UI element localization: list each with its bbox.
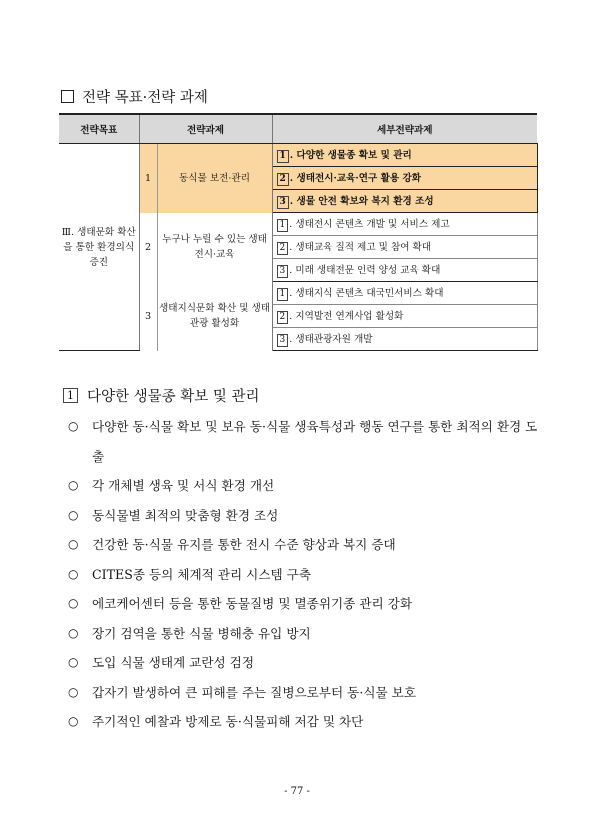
list-item-text: 다양한 동·식물 확보 및 보유 동·식물 생육특성과 행동 연구를 통한 최적의 환경 도출 bbox=[92, 419, 538, 464]
list-item bbox=[68, 560, 548, 590]
detail-title: 다양한 생물종 확보 및 관리 bbox=[87, 389, 260, 405]
list-item-text: 장기 검역을 통한 식물 병해충 유입 방지 bbox=[92, 625, 311, 641]
subtask-number-box: 2 bbox=[277, 311, 289, 324]
circle-bullet-icon: ○ bbox=[68, 625, 79, 640]
subtask-number-box: 2 bbox=[277, 173, 289, 186]
circle-bullet-icon: ○ bbox=[68, 478, 79, 492]
circle-bullet-icon: ○ bbox=[68, 507, 79, 522]
list-item-text: 건강한 동·식물 유지를 통한 전시 수준 향상과 복지 증대 bbox=[92, 537, 396, 552]
table-row bbox=[59, 144, 537, 167]
section-title-text: 전략 목표·전략 과제 bbox=[82, 90, 208, 106]
subtask-text: . 지역발전 연계사업 활성화 bbox=[289, 311, 404, 322]
task-name: 누구나 누릴 수 있는 생태전시·교육 bbox=[157, 213, 272, 282]
task-number: 3 bbox=[139, 282, 157, 351]
list-item bbox=[68, 678, 548, 708]
subtask-cell bbox=[272, 282, 537, 305]
subtask-number-box: 3 bbox=[277, 265, 289, 278]
subtask-cell bbox=[272, 305, 537, 328]
detail-item-list bbox=[68, 412, 548, 737]
list-item-text: 동식물별 최적의 맞춤형 환경 조성 bbox=[92, 507, 279, 523]
list-item bbox=[68, 501, 548, 531]
subtask-number-box: 2 bbox=[277, 242, 289, 255]
subtask-text: . 생물 안전 확보와 복지 환경 조성 bbox=[289, 196, 434, 207]
strategy-goal: Ⅲ. 생태문화 확산을 통한 환경의식 증진 bbox=[59, 144, 139, 351]
section-title bbox=[61, 86, 208, 107]
list-item-text: 갑자기 발생하여 큰 피해를 주는 질병으로부터 동·식물 보호 bbox=[92, 684, 416, 700]
list-item-text: 각 개체별 생육 및 서식 환경 개선 bbox=[92, 478, 275, 493]
circle-bullet-icon: ○ bbox=[68, 419, 79, 433]
circle-bullet-icon: ○ bbox=[68, 566, 79, 581]
circle-bullet-icon: ○ bbox=[68, 537, 79, 551]
checkbox-square-icon bbox=[61, 90, 74, 103]
list-item bbox=[68, 412, 548, 471]
subtask-cell bbox=[272, 144, 537, 167]
subtask-number-box: 1 bbox=[277, 219, 289, 232]
task-name: 생태지식문화 확산 및 생태관광 활성화 bbox=[157, 282, 272, 351]
subtask-number-box: 3 bbox=[277, 334, 289, 347]
subtask-number-box: 3 bbox=[277, 196, 289, 209]
list-item bbox=[68, 707, 548, 737]
header-task: 전략과제 bbox=[139, 114, 272, 144]
list-item bbox=[68, 471, 548, 501]
header-goal: 전략목표 bbox=[59, 114, 139, 144]
subtask-text: . 생태전시·교육·연구 활용 강화 bbox=[289, 173, 422, 184]
subtask-number-box: 1 bbox=[277, 150, 289, 163]
circle-bullet-icon: ○ bbox=[68, 714, 79, 728]
subtask-text: . 생태전시 콘텐츠 개발 및 서비스 제고 bbox=[289, 219, 450, 230]
detail-heading bbox=[63, 385, 260, 406]
list-item bbox=[68, 589, 548, 619]
subtask-text: . 미래 생태전문 인력 양성 교육 확대 bbox=[289, 265, 441, 276]
subtask-cell bbox=[272, 167, 537, 190]
subtask-cell bbox=[272, 190, 537, 213]
list-item-text: CITES종 등의 체계적 관리 시스템 구축 bbox=[92, 566, 311, 582]
subtask-text: . 생태지식 콘텐츠 대국민서비스 확대 bbox=[289, 288, 444, 299]
list-item-text: 주기적인 예찰과 방제로 동·식물피해 저감 및 차단 bbox=[92, 714, 364, 729]
list-item bbox=[68, 530, 548, 560]
task-number: 2 bbox=[139, 213, 157, 282]
list-item bbox=[68, 619, 548, 649]
strategy-table bbox=[59, 113, 538, 351]
subtask-text: . 생태관광자원 개발 bbox=[289, 334, 373, 345]
page-number: - 77 - bbox=[284, 786, 310, 797]
subtask-text: . 생태교육 질적 제고 및 참여 확대 bbox=[289, 242, 432, 253]
subtask-cell bbox=[272, 236, 537, 259]
subtask-cell bbox=[272, 328, 537, 351]
task-name: 동식물 보전·관리 bbox=[157, 144, 272, 213]
circle-bullet-icon: ○ bbox=[68, 684, 79, 699]
circle-bullet-icon: ○ bbox=[68, 655, 79, 669]
header-subtask: 세부전략과제 bbox=[272, 114, 537, 144]
detail-number-box: 1 bbox=[63, 388, 78, 403]
subtask-text: . 다양한 생물종 확보 및 관리 bbox=[289, 150, 412, 161]
list-item bbox=[68, 648, 548, 678]
subtask-cell bbox=[272, 213, 537, 236]
circle-bullet-icon: ○ bbox=[68, 596, 79, 610]
table-header-row bbox=[59, 114, 537, 144]
task-number: 1 bbox=[139, 144, 157, 213]
list-item-text: 에코케어센터 등을 통한 동물질병 및 멸종위기종 관리 강화 bbox=[92, 596, 412, 611]
subtask-cell bbox=[272, 259, 537, 282]
subtask-number-box: 1 bbox=[277, 288, 289, 301]
list-item-text: 도입 식물 생태계 교란성 검정 bbox=[92, 655, 254, 670]
